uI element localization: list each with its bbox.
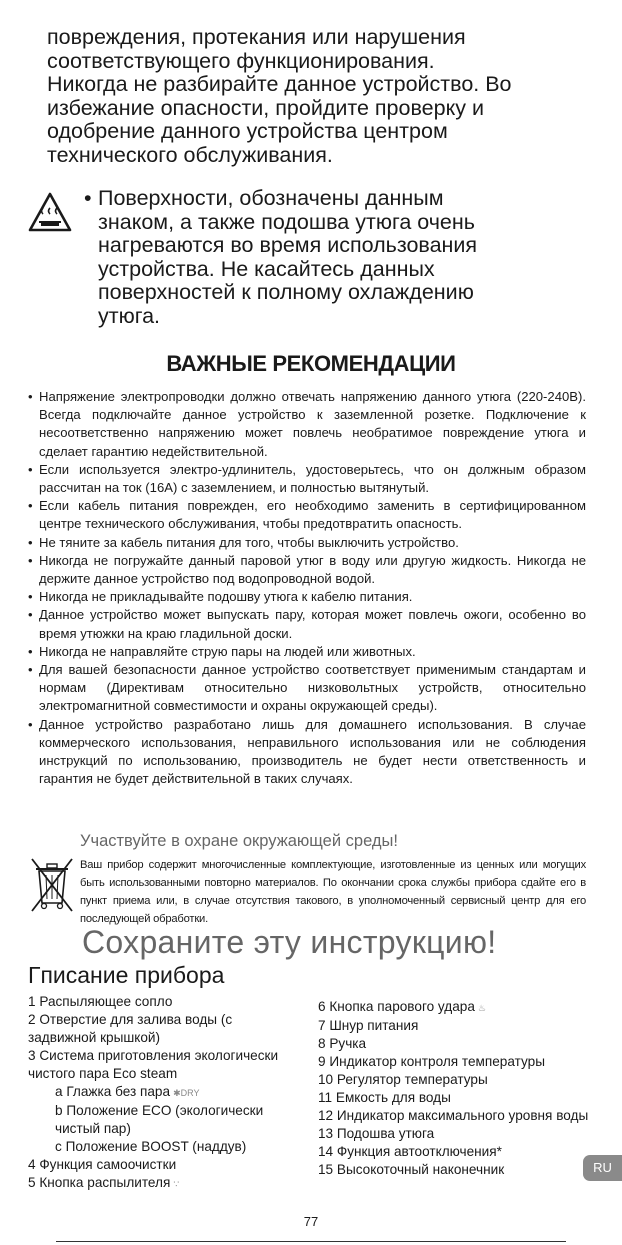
dry-steam-icon: ✱DRY xyxy=(173,1088,200,1098)
hot-surface-line: утюга. xyxy=(98,303,161,328)
list-item: 1 Распыляющее сопло xyxy=(28,994,173,1009)
list-item: b Положение ECO (экологически чистый пар) xyxy=(55,1103,264,1136)
list-item-text: 6 Кнопка парового удара xyxy=(318,999,475,1014)
list-item: 3 Система приготовления экологически чистого пара Eco steam xyxy=(28,1048,279,1081)
crossed-bin-icon xyxy=(27,853,77,913)
hot-surface-line: устройства. Не касайтесь данных xyxy=(98,256,435,281)
intro-line: одобрение данного устройства центром xyxy=(47,119,448,144)
list-item: 14 Функция автоотключения* xyxy=(318,1144,502,1159)
parts-list-left xyxy=(28,993,298,1193)
list-item: 2 Отверстие для залива воды (с задвижной крышкой) xyxy=(28,1012,233,1045)
recommendations-list xyxy=(28,388,586,788)
list-item xyxy=(318,998,598,1017)
list-item: • Никогда не направляйте струю пары на людей или животных. xyxy=(28,643,586,661)
list-item-text: 5 Кнопка распылителя xyxy=(28,1175,171,1190)
intro-line: технического обслуживания. xyxy=(47,142,333,167)
list-item: 4 Функция самоочистки xyxy=(28,1157,177,1172)
hot-surface-warning-icon xyxy=(28,192,72,232)
intro-paragraph xyxy=(47,26,587,168)
list-item: 10 Регулятор температуры xyxy=(318,1072,488,1087)
list-item: • Не тяните за кабель питания для того, чтобы выключить устройство. xyxy=(28,534,586,552)
list-item: • Никогда не погружайте данный паровой утюг в воду или другую жидкость. Никогда не держите данное устройство под водопроводной водой. xyxy=(28,552,586,588)
recommendations-heading: ВАЖНЫЕ РЕКОМЕНДАЦИИ xyxy=(166,351,456,376)
hot-surface-line: знаком, а также подошва утюга очень xyxy=(98,209,475,234)
hot-surface-line: поверхностей к полному охлаждению xyxy=(98,280,474,305)
list-item: • Никогда не прикладывайте подошву утюга к кабелю питания. xyxy=(28,588,586,606)
hot-surface-bullet: • xyxy=(84,186,92,210)
list-item xyxy=(28,1174,298,1193)
list-item-text: a Глажка без пара xyxy=(55,1084,171,1099)
list-item: 11 Емкость для воды xyxy=(318,1090,451,1105)
list-item: • Напряжение электропроводки должно отвечать напряжению данного утюга (220-240В). Всегда подключайте данное устройство к заземленной розетке. Подключение к несоответственно напряжению может повлечь необратимое повреждение утюга и сделает гарантию недействительной. xyxy=(28,388,586,461)
intro-line: повреждения, протекания или нарушения xyxy=(47,25,466,49)
environment-title: Участвуйте в охране окружающей среды! xyxy=(80,832,398,850)
description-title: Гписание прибора xyxy=(28,962,225,988)
list-item: • Если используется электро-удлинитель, удостоверьтесь, что он должным образом рассчитан на ток (16А) с заземлением, и полностью вытянутый. xyxy=(28,461,586,497)
intro-line: избежание опасности, пройдите проверку и xyxy=(47,95,484,120)
list-item: 13 Подошва утюга xyxy=(318,1126,435,1141)
spray-icon: ∵ xyxy=(173,1179,180,1189)
parts-list-right xyxy=(318,998,598,1179)
hot-surface-line: Поверхности, обозначены данным xyxy=(98,186,444,210)
intro-line: Никогда не разбирайте данное устройство. Во xyxy=(47,72,512,97)
steam-burst-icon: ♨ xyxy=(477,1003,486,1013)
footer-divider xyxy=(56,1241,566,1242)
list-item: c Положение BOOST (наддув) xyxy=(55,1139,247,1154)
list-item: 9 Индикатор контроля температуры xyxy=(318,1054,545,1069)
list-item: • Данное устройство разработано лишь для домашнего использования. В случае коммерческого использования, неправильного использования или не соблюдения инструкций по использованию, производитель не будет нести ответственность и гарантия не будет действительной в таких случаях. xyxy=(28,716,586,789)
list-item: • Если кабель питания поврежден, его необходимо заменить в сертифицированном центре технического обслуживания, чтобы предотвратить опасность. xyxy=(28,497,586,533)
hot-surface-text xyxy=(98,187,568,329)
list-item: 12 Индикатор максимального уровня воды xyxy=(318,1108,589,1123)
language-tab: RU xyxy=(583,1155,622,1181)
environment-text: Ваш прибор содержит многочисленные комплектующие, изготовленные из ценных или могущих быть использованными повторно материалов. По окончании срока службы прибора сдайте его в пункт приема или, в случае отсутствия такового, в уполномоченный сервисный центр для его последующей обработки. xyxy=(80,859,586,925)
list-item: 7 Шнур питания xyxy=(318,1018,419,1033)
hot-surface-line: нагреваются во время использования xyxy=(98,233,478,258)
list-item: 8 Ручка xyxy=(318,1036,367,1051)
page-number: 77 xyxy=(303,1214,319,1229)
list-item xyxy=(28,1083,298,1102)
list-item: • Данное устройство может выпускать пару, которая может повлечь ожоги, особенно во время утюжки на краю гладильной доски. xyxy=(28,606,586,642)
list-item: • Для вашей безопасности данное устройство соответствует применимым стандартам и нормам (Директивам относительно низковольтных устройств, относительно электромагнитной совместимости и охраны окружающей среды). xyxy=(28,661,586,716)
keep-instructions-heading: Сохраните эту инструкцию! xyxy=(82,924,497,960)
list-item: 15 Высокоточный наконечник xyxy=(318,1162,505,1177)
intro-line: соответствующего функционирования. xyxy=(47,48,435,73)
